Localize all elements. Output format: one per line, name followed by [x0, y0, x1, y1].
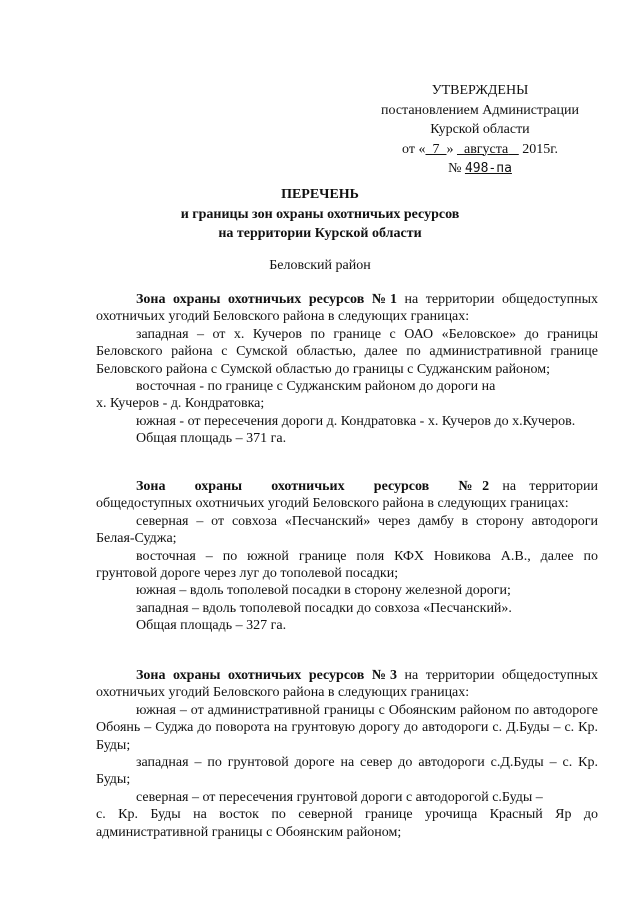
title-line-3: на территории Курской области: [218, 226, 422, 241]
zone-1-area: Общая площадь – 371 га.: [136, 431, 287, 447]
number-prefix: №: [448, 161, 462, 176]
zone-1-east-b: х. Кучеров - д. Кондратовка;: [96, 396, 265, 412]
zone-3-west: западная – по грунтовой дороге на север до автодороги с.Д.Буды – с. Кр. Буды;: [96, 755, 598, 788]
zone-1-title: Зона охраны охотничьих ресурсов №1: [136, 292, 397, 307]
zone-3-title: Зона охраны охотничьих ресурсов №3: [136, 668, 397, 683]
date-prefix: от «: [402, 141, 426, 157]
approval-line-1: постановлением Администрации: [381, 102, 579, 118]
approval-number: [350, 160, 610, 180]
date-day: 7: [432, 141, 440, 157]
zone-1-east-a: восточная - по границе с Суджанским районом до дороги на: [136, 379, 496, 395]
zone-3-intro: Зона охраны охотничьих ресурсов №3 на территории общедоступных охотничьих угодий Беловского района в следующих границах:: [96, 668, 599, 701]
zone-1-intro: Зона охраны охотничьих ресурсов №1 на территории общедоступных охотничьих угодий Беловского района в следующих границах:: [96, 292, 599, 325]
document-title: [0, 186, 640, 245]
zone-2-north: северная – от совхоза «Песчанский» через дамбу в сторону автодороги Белая-Суджа;: [96, 513, 598, 547]
zone-1-section: [96, 291, 598, 448]
zone-3-south: южная – от административной границы с Обоянским районом по автодороге Обоянь – Суджа до поворота на грунтовую дорогу до автодороги с. Д.Буды – с. Кр. Буды;: [96, 702, 598, 753]
approval-title: УТВЕРЖДЕНЫ: [431, 83, 529, 98]
title-line-1: ПЕРЕЧЕНЬ: [281, 187, 359, 202]
zone-2-area: Общая площадь – 327 га.: [136, 618, 287, 634]
number-value: 498-па: [464, 161, 512, 176]
date-mid: »: [446, 141, 454, 157]
zone-2-section: [96, 478, 598, 635]
approval-date: [350, 141, 610, 161]
zone-1-south: южная - от пересечения дороги д. Кондратовка - х. Кучеров до х.Кучеров.: [136, 413, 576, 429]
title-line-2: и границы зон охраны охотничьих ресурсов: [180, 206, 460, 222]
zone-2-title: Зона охраны охотничьих ресурсов №2: [136, 479, 490, 494]
zone-1-west: западная – от х. Кучеров по границе с ОАО «Беловское» до границы Беловского района с Сумской областью, далее по административной границе Беловского района с Сумской областью до границы с Суджанским районом;: [96, 326, 598, 377]
zone-2-east: восточная – по южной границе поля КФХ Новикова А.В., далее по грунтовой дороге через луг до тополевой посадки;: [96, 548, 598, 582]
district-name: Беловский район: [269, 258, 371, 273]
date-year: 2015г.: [522, 141, 558, 157]
zone-2-west: западная – вдоль тополевой посадки до совхоза «Песчанский».: [136, 600, 512, 616]
zone-3-north-a: северная – от пересечения грунтовой дороги с автодорогой с.Буды –: [136, 789, 543, 805]
date-month: августа: [463, 141, 509, 157]
zone-3-section: [96, 667, 598, 841]
approval-line-2: Курской области: [430, 122, 530, 137]
zone-2-south: южная – вдоль тополевой посадки в сторону железной дороги;: [136, 583, 511, 599]
zone-2-intro: Зона охраны охотничьих ресурсов №2 на территории общедоступных охотничьих угодий Беловского района в следующих границах:: [96, 479, 598, 512]
approval-block: [350, 82, 610, 180]
zone-3-north-b: с. Кр. Буды на восток по северной границе урочища Красный Яр до административной границы с Обоянским районом;: [96, 807, 598, 840]
